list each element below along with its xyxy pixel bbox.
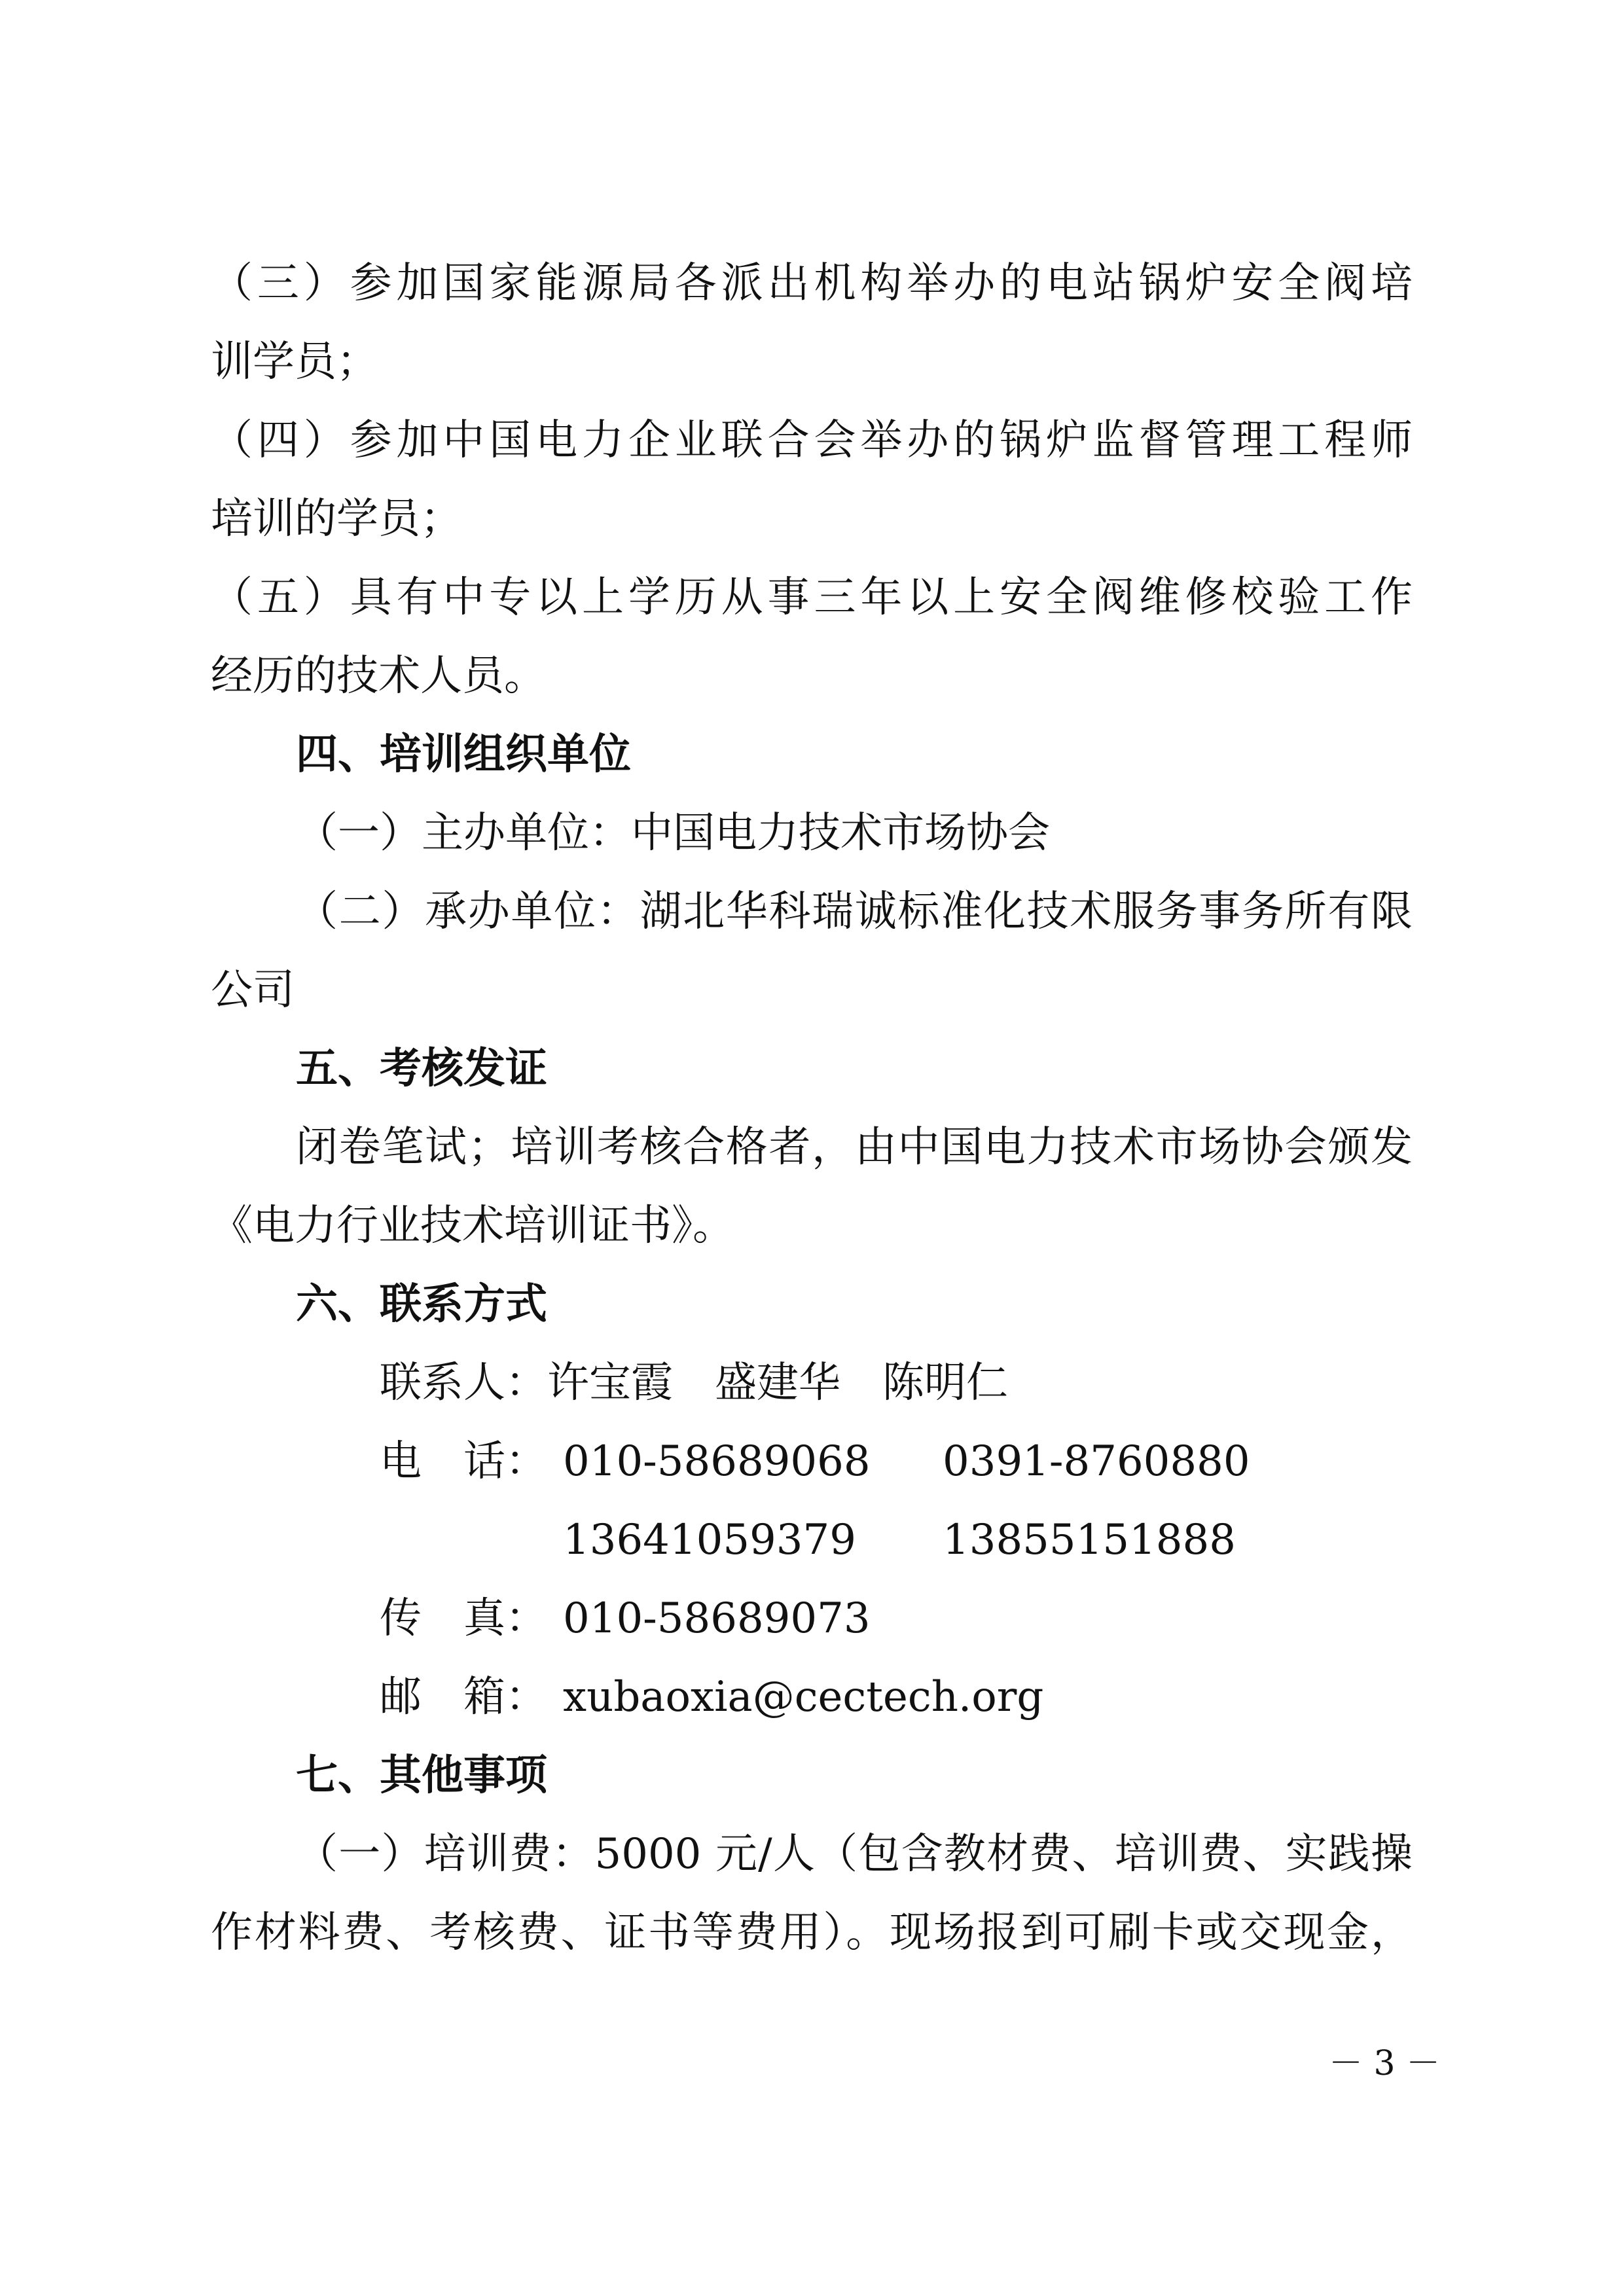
paragraph-5-line-2: 经历的技术人员。 [211,652,546,700]
section-4-heading: 四、培训组织单位 [296,730,631,779]
phone-label: 电 话： [380,1437,547,1486]
fee-line-1: （一）培训费：5000 元/人（包含教材费、培训费、实践操 [296,1830,1413,1878]
phone-3: 13641059379 [563,1516,856,1564]
fax-number: 010-58689073 [563,1594,871,1643]
contacts-label: 联系人： [380,1359,547,1407]
fax-label: 传 真： [380,1594,547,1643]
page-number: － 3 － [1329,2044,1441,2083]
host-line-1: （二）承办单位：湖北华科瑞诚标准化技术服务事务所有限 [296,888,1413,936]
certificate-line-1: 闭卷笔试；培训考核合格者，由中国电力技术市场协会颁发 [296,1123,1413,1172]
fee-line-2: 作材料费、考核费、证书等费用）。现场报到可刷卡或交现金， [211,1909,1413,1957]
section-7-heading: 七、其他事项 [296,1751,547,1800]
email-label: 邮 箱： [380,1673,547,1721]
certificate-line-2: 《电力行业技术培训证书》。 [211,1202,734,1250]
paragraph-4-line-2: 培训的学员； [211,495,462,543]
paragraph-4-line-1: （四）参加中国电力企业联合会举办的锅炉监督管理工程师 [211,416,1413,465]
section-6-heading: 六、联系方式 [296,1280,547,1329]
paragraph-3-line-1: （三）参加国家能源局各派出机构举办的电站锅炉安全阀培 [211,259,1413,308]
paragraph-3-line-2: 训学员； [211,338,378,386]
phone-4: 13855151888 [943,1516,1236,1564]
section-5-heading: 五、考核发证 [296,1045,547,1093]
contacts-names: 许宝霞 盛建华 陈明仁 [547,1359,1008,1407]
host-line-2: 公司 [211,966,295,1014]
email-address: xubaoxia@cectech.org [563,1673,1044,1721]
phone-1: 010-58689068 [563,1437,871,1486]
phone-2: 0391-8760880 [943,1437,1250,1486]
organizer-line: （一）主办单位：中国电力技术市场协会 [296,809,1050,857]
paragraph-5-line-1: （五）具有中专以上学历从事三年以上安全阀维修校验工作 [211,573,1413,622]
